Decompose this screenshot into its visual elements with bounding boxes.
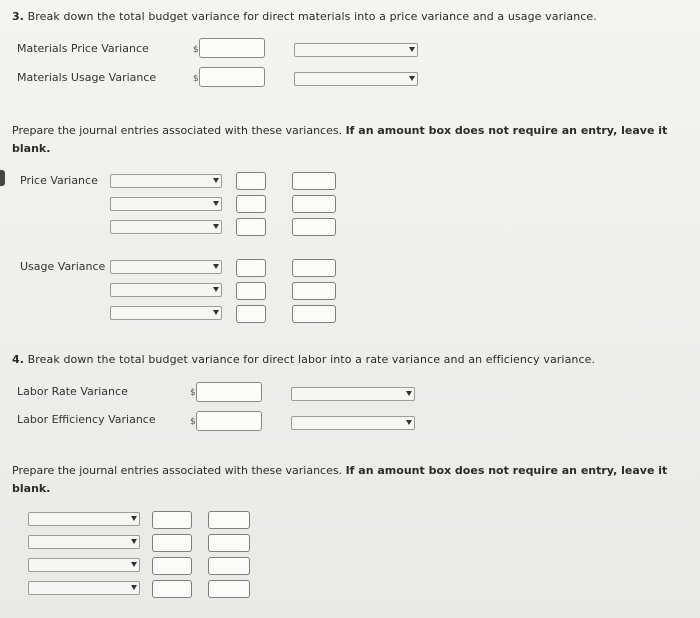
labor-journal-credit-input-1[interactable] [208, 511, 250, 529]
chevron-down-icon [406, 420, 412, 425]
price-variance-account-select-1[interactable] [110, 174, 222, 188]
chevron-down-icon [409, 76, 415, 81]
usage-variance-debit-input-2[interactable] [236, 282, 266, 300]
price-variance-debit-input-3[interactable] [236, 218, 266, 236]
price-variance-debit-input-2[interactable] [236, 195, 266, 213]
usage-variance-credit-input-1[interactable] [292, 259, 336, 277]
currency-symbol: $ [190, 388, 196, 398]
chevron-down-icon [131, 585, 137, 590]
materials-usage-variance-label: Materials Usage Variance [17, 71, 157, 84]
usage-variance-account-select-3[interactable] [110, 306, 222, 320]
labor-journal-account-select-4[interactable] [28, 581, 140, 595]
usage-variance-label: Usage Variance [20, 260, 106, 273]
usage-variance-account-select-2[interactable] [110, 283, 222, 297]
usage-variance-credit-input-3[interactable] [292, 305, 336, 323]
chevron-down-icon [213, 287, 219, 292]
materials-usage-variance-amount-input[interactable] [199, 67, 265, 87]
labor-efficiency-variance-type-select[interactable] [291, 416, 415, 430]
price-variance-account-select-3[interactable] [110, 220, 222, 234]
materials-price-variance-amount-input[interactable] [199, 38, 265, 58]
labor-rate-variance-type-select[interactable] [291, 387, 415, 401]
labor-journal-credit-input-4[interactable] [208, 580, 250, 598]
currency-symbol: $ [193, 45, 199, 55]
chevron-down-icon [213, 264, 219, 269]
chevron-down-icon [131, 562, 137, 567]
materials-price-variance-label: Materials Price Variance [17, 42, 149, 55]
price-variance-account-select-2[interactable] [110, 197, 222, 211]
chevron-down-icon [131, 516, 137, 521]
chevron-down-icon [406, 391, 412, 396]
price-variance-credit-input-2[interactable] [292, 195, 336, 213]
labor-journal-debit-input-4[interactable] [152, 580, 192, 598]
q4-heading: 4. Break down the total budget variance for direct labor into a rate variance and an efficiency variance. [12, 353, 596, 366]
labor-journal-account-select-1[interactable] [28, 512, 140, 526]
materials-usage-variance-type-select[interactable] [294, 72, 418, 86]
price-variance-credit-input-3[interactable] [292, 218, 336, 236]
price-variance-credit-input-1[interactable] [292, 172, 336, 190]
left-edge-marker [0, 170, 5, 186]
labor-rate-variance-amount-input[interactable] [196, 382, 262, 402]
q3-journal-instructions: Prepare the journal entries associated with these variances. If an amount box does not require an entry, leave it blank. [12, 124, 668, 155]
chevron-down-icon [131, 539, 137, 544]
usage-variance-credit-input-2[interactable] [292, 282, 336, 300]
labor-journal-account-select-3[interactable] [28, 558, 140, 572]
usage-variance-debit-input-3[interactable] [236, 305, 266, 323]
currency-symbol: $ [190, 417, 196, 427]
currency-symbol: $ [193, 74, 199, 84]
price-variance-debit-input-1[interactable] [236, 172, 266, 190]
labor-efficiency-variance-label: Labor Efficiency Variance [17, 413, 156, 426]
usage-variance-debit-input-1[interactable] [236, 259, 266, 277]
chevron-down-icon [213, 178, 219, 183]
usage-variance-account-select-1[interactable] [110, 260, 222, 274]
labor-journal-account-select-2[interactable] [28, 535, 140, 549]
labor-journal-debit-input-2[interactable] [152, 534, 192, 552]
labor-journal-debit-input-3[interactable] [152, 557, 192, 575]
price-variance-label: Price Variance [20, 174, 98, 187]
chevron-down-icon [409, 47, 415, 52]
chevron-down-icon [213, 224, 219, 229]
labor-journal-debit-input-1[interactable] [152, 511, 192, 529]
chevron-down-icon [213, 201, 219, 206]
chevron-down-icon [213, 310, 219, 315]
materials-price-variance-type-select[interactable] [294, 43, 418, 57]
labor-journal-credit-input-2[interactable] [208, 534, 250, 552]
labor-efficiency-variance-amount-input[interactable] [196, 411, 262, 431]
q4-journal-instructions: Prepare the journal entries associated with these variances. If an amount box does not require an entry, leave it blank. [12, 464, 668, 495]
labor-rate-variance-label: Labor Rate Variance [17, 385, 128, 398]
labor-journal-credit-input-3[interactable] [208, 557, 250, 575]
q3-heading: 3. Break down the total budget variance for direct materials into a price variance and a usage variance. [12, 10, 597, 23]
